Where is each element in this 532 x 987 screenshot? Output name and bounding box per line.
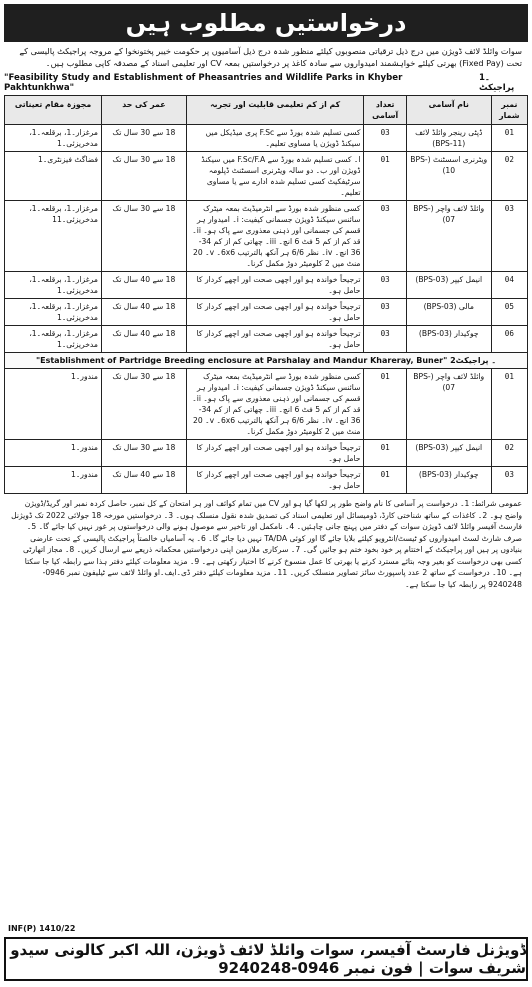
col-header-age: عمر کی حد xyxy=(101,96,186,125)
project-2-title: "Establishment of Partridge Breeding enclosure at Parshalay and Mandur Khareray, Buner" xyxy=(35,356,448,365)
reference-number: INF(P) 1410/22 xyxy=(8,924,76,933)
cell-qualification: کسی منظور شدہ بورڈ سے انٹرمیڈیٹ بمعہ میٹرک سائنس سیکنڈ ڈویژن جسمانی کیفیت: i۔ امیدوار ہر قسم کی جسمانی اور ذہنی معذوری سے پاک ہو۔ ii۔ قد کم از کم 5 فٹ 6 انچ۔ iii۔ چھاتی کم از کم 34-36 انچ۔ iv۔ نظر 6/6 ہر آنکھ بالترتیب 6x6۔ v۔ 20 منٹ میں 2 کلومیٹر دوڑ مکمل کرنا۔ xyxy=(186,201,364,272)
table-header-row xyxy=(5,96,528,125)
table-row xyxy=(5,299,528,326)
cell-serial: 03 xyxy=(491,467,527,494)
cell-age: 18 سے 40 سال تک xyxy=(101,272,186,299)
vacancies-table xyxy=(4,95,528,494)
cell-post: چوکیدار (BPS-03) xyxy=(406,326,491,353)
table-row xyxy=(5,152,528,201)
cell-count: 03 xyxy=(364,272,406,299)
col-header-qualification: کم از کم تعلیمی قابلیت اور تجربہ xyxy=(186,96,364,125)
cell-count: 03 xyxy=(364,299,406,326)
cell-place: مندور۔1 xyxy=(5,440,102,467)
cell-place: مرغزار۔1، برقلعہ۔1، مدخریزئی۔1 xyxy=(5,326,102,353)
cell-place: مرغزار۔1، برقلعہ۔1، مدخریزئی۔1 xyxy=(5,125,102,152)
intro-paragraph: سوات وائلڈ لائف ڈویژن میں درج ذیل ترقیاتی منصوبوں کیلئے منظور شدہ درج ذیل آسامیوں پر حکومت خیبر پختونخوا کے مروجہ پراجیکٹ پالیسی کے تحت (Fixed Pay) بھرتی کیلئے خواہشمند امیدواروں سے سادہ کاغذ پر درخواستیں بمعہ CV اور تعلیمی اسناد کے مصدقہ کاپی مطلوب ہیں۔ xyxy=(19,46,522,68)
cell-post: چوکیدار (BPS-03) xyxy=(406,467,491,494)
cell-count: 01 xyxy=(364,440,406,467)
page-title: درخواستیں مطلوب ہیں xyxy=(4,4,528,42)
cell-qualification: ترجیحاً خواندہ ہو اور اچھی صحت اور اچھے کردار کا حامل ہو۔ xyxy=(186,299,364,326)
cell-serial: 03 xyxy=(491,201,527,272)
cell-post: مالی (BPS-03) xyxy=(406,299,491,326)
cell-qualification: ترجیحاً خواندہ ہو اور اچھی صحت اور اچھے کردار کا حامل ہو۔ xyxy=(186,467,364,494)
footer-contact: ڈویژنل فارسٹ آفیسر، سوات وائلڈ لائف ڈویژن، اللہ اکبر کالونی سیدو شریف سوات | فون نمبر 0946-9240248 xyxy=(4,937,528,981)
cell-age: 18 سے 30 سال تک xyxy=(101,440,186,467)
table-row xyxy=(5,125,528,152)
cell-post: وائلڈ لائف واچر (BPS-07) xyxy=(406,369,491,440)
cell-age: 18 سے 40 سال تک xyxy=(101,467,186,494)
cell-post: انیمل کیپر (BPS-03) xyxy=(406,272,491,299)
cell-place: فضاگٹ فیزنٹری۔1 xyxy=(5,152,102,201)
project-1-prefix: 1۔ پراجیکٹ xyxy=(478,73,515,93)
cell-count: 01 xyxy=(364,152,406,201)
col-header-place: مجوزہ مقام تعیناتی xyxy=(5,96,102,125)
cell-place: مرغزار۔1، برقلعہ۔1، مدخریزئی۔1 xyxy=(5,272,102,299)
cell-age: 18 سے 30 سال تک xyxy=(101,201,186,272)
cell-count: 03 xyxy=(364,201,406,272)
col-header-serial: نمبر شمار xyxy=(491,96,527,125)
cell-age: 18 سے 40 سال تک xyxy=(101,326,186,353)
cell-age: 18 سے 30 سال تک xyxy=(101,152,186,201)
cell-serial: 06 xyxy=(491,326,527,353)
cell-place: مندور۔1 xyxy=(5,467,102,494)
cell-serial: 02 xyxy=(491,152,527,201)
cell-count: 01 xyxy=(364,467,406,494)
cell-qualification: ترجیحاً خواندہ ہو اور اچھی صحت اور اچھے کردار کا حامل ہو۔ xyxy=(186,440,364,467)
project-2-prefix: 2۔ پراجیکٹ xyxy=(450,356,497,365)
cell-serial: 01 xyxy=(491,125,527,152)
cell-qualification: ترجیحاً خواندہ ہو اور اچھی صحت اور اچھے کردار کا حامل ہو۔ xyxy=(186,326,364,353)
table-row xyxy=(5,201,528,272)
cell-place: مرغزار۔1، برقلعہ۔1، مدخریزئی۔1 xyxy=(5,299,102,326)
cell-count: 01 xyxy=(364,369,406,440)
cell-count: 03 xyxy=(364,326,406,353)
cell-post: وائلڈ لائف واچر (BPS-07) xyxy=(406,201,491,272)
cell-age: 18 سے 30 سال تک xyxy=(101,369,186,440)
table-row xyxy=(5,369,528,440)
cell-count: 03 xyxy=(364,125,406,152)
cell-post: انیمل کیپر (BPS-03) xyxy=(406,440,491,467)
cell-qualification: کسی تسلیم شدہ بورڈ سے F.Sc پری میڈیکل میں سیکنڈ ڈویژن یا مساوی تعلیم۔ xyxy=(186,125,364,152)
cell-age: 18 سے 30 سال تک xyxy=(101,125,186,152)
cell-post: ویٹرنری اسسٹنٹ (BPS-10) xyxy=(406,152,491,201)
cell-qualification: ا۔ کسی تسلیم شدہ بورڈ سے F.Sc/F.A میں سیکنڈ ڈویژن اور ب۔ دو سالہ ویٹرنری اسسٹنٹ ڈپلومہ سرٹیفکیٹ کسی تسلیم شدہ ادارے سے یا مساوی تعلیم۔ xyxy=(186,152,364,201)
project-2-heading-cell xyxy=(5,353,528,369)
cell-post: ڈپٹی رینجر وائلڈ لائف (BPS-11) xyxy=(406,125,491,152)
project-1-title: "Feasibility Study and Establishment of Pheasantries and Wildlife Parks in Khyber Pakhtunkhwa" xyxy=(4,73,403,93)
cell-place: مندور۔1 xyxy=(5,369,102,440)
cell-serial: 04 xyxy=(491,272,527,299)
table-row xyxy=(5,440,528,467)
table-row xyxy=(5,272,528,299)
cell-qualification: کسی منظور شدہ بورڈ سے انٹرمیڈیٹ بمعہ میٹرک سائنس سیکنڈ ڈویژن جسمانی کیفیت: i۔ امیدوار ہر قسم کی جسمانی اور ذہنی معذوری سے پاک ہو۔ ii۔ قد کم از کم 5 فٹ 6 انچ۔ iii۔ چھاتی کم از کم 34-36 انچ۔ iv۔ نظر 6/6 ہر آنکھ بالترتیب 6x6۔ v۔ 20 منٹ میں 2 کلومیٹر دوڑ مکمل کرنا۔ xyxy=(186,369,364,440)
general-conditions: عمومی شرائط: 1۔ درخواست پر آسامی کا نام واضح طور پر لکھا گیا ہو اور CV میں تمام کوائف اور ہر امتحان کے کل نمبر، حاصل کردہ نمبر اور گریڈ/ڈویژن واضح ہو۔ 2۔ کاغذات کے ساتھ شناختی کارڈ، ڈومیسائل اور تعلیمی اسناد کی تصدیق شدہ نقول منسلک ہوں۔ 3۔ درخواستیں مورخہ 18 جولائی 2022 تک ڈویژنل فارسٹ آفیسر وائلڈ لائف ڈویژن سوات کے دفتر میں پہنچ جانی چاہئیں۔ 4۔ نامکمل اور تاخیر سے موصول ہونے والی درخواستوں پر غور نہیں کیا جائے گا۔ 5۔ صرف شارٹ لسٹ امیدواروں کو ٹیسٹ/انٹرویو کیلئے بلایا جائے گا اور کوئی TA/DA نہیں دیا جائے گا۔ 6۔ یہ آسامیاں خالصتاً پراجیکٹ پالیسی کے تحت عارضی بنیادوں پر ہیں اور پراجیکٹ کے اختتام پر خود بخود ختم ہو جائیں گی۔ 7۔ سرکاری ملازمین اپنی درخواستیں محکمانہ ذریعے سے ارسال کریں۔ 8۔ مجاز اتھارٹی کسی بھی درخواست کو بغیر وجہ بتائے مسترد کرنے یا بھرتی کا عمل منسوخ کرنے کا اختیار رکھتی ہے۔ 9۔ مزید معلومات کیلئے دفتر ہذا سے رابطہ کیا جا سکتا ہے۔ 10۔ درخواست کے ساتھ 2 عدد پاسپورٹ سائز تصاویر منسلک کریں۔ 11۔ مزید معلومات کیلئے دفتر ڈی۔ایف۔او وائلڈ لائف سے ٹیلیفون نمبر 0946-9240248 پر رابطہ کیا جا سکتا ہے۔ xyxy=(11,499,522,589)
table-row xyxy=(5,467,528,494)
cell-serial: 05 xyxy=(491,299,527,326)
cell-qualification: ترجیحاً خواندہ ہو اور اچھی صحت اور اچھے کردار کا حامل ہو۔ xyxy=(186,272,364,299)
cell-serial: 02 xyxy=(491,440,527,467)
col-header-post: نام آسامی xyxy=(406,96,491,125)
col-header-count: تعداد آسامی xyxy=(364,96,406,125)
table-row xyxy=(5,326,528,353)
project-1-heading xyxy=(4,73,528,93)
cell-place: مرغزار۔1، برقلعہ۔1، مدخریزئی۔11 xyxy=(5,201,102,272)
cell-age: 18 سے 40 سال تک xyxy=(101,299,186,326)
project-2-heading-row xyxy=(5,353,528,369)
cell-serial: 01 xyxy=(491,369,527,440)
